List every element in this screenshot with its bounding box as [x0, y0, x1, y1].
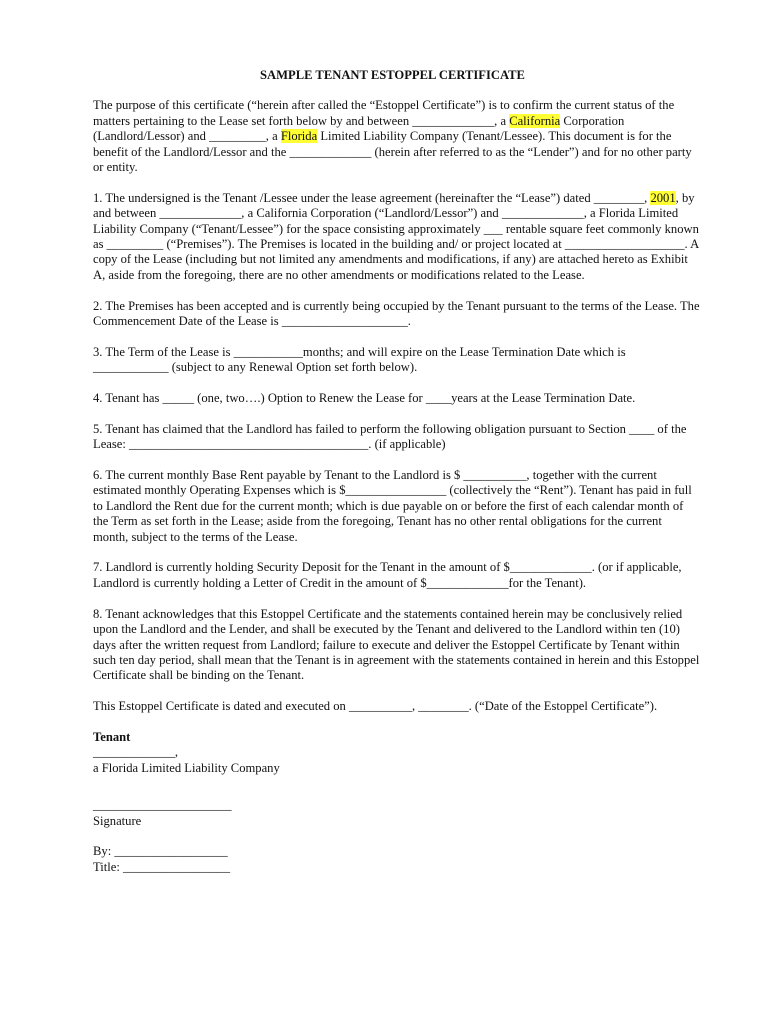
paragraph-3: 3. The Term of the Lease is ___________months; and will expire on the Lease Termination Date which is ____________ (subject to any Renewal Option set forth below).	[93, 344, 626, 375]
highlight-california: California	[509, 113, 561, 128]
paragraph-1-text-b: , by and between _____________, a California Corporation (“Landlord/Lessor”) and _____________, a Florida Limited Liability Company (“Tenant/Lessee”) for the space consisting approximately ___ rentable square feet commonly known as _________ (“Premises”). The Premises is located in the building and/ or project located at ___________________. A copy of the Lease (including but not limited any amendments and modifications, if any) are attached hereto as Exhibit A, aside from the foregoing, there are no other amendments or modifications related to the Lease.	[93, 190, 699, 282]
paragraph-6: 6. The current monthly Base Rent payable by Tenant to the Landlord is $ __________, together with the current estimated monthly Operating Expenses which is $________________ (collectively the “Rent”). Tenant has paid in full to Landlord the Rent due for the current month; which is due payable on or before the first of each calendar month of the Term as set forth in the Lease; aside from the foregoing, Tenant has no other rental obligations for the current month, subject to the terms of the Lease.	[93, 468, 692, 544]
by-line: By: __________________	[93, 844, 228, 859]
title-line: Title: _________________	[93, 859, 231, 874]
paragraph-5: 5. Tenant has claimed that the Landlord has failed to perform the following obligation pursuant to Section ____ of the Lease: ______________________________________. (if applicable)	[93, 421, 687, 452]
highlight-2001: 2001	[650, 190, 676, 205]
paragraph-7: 7. Landlord is currently holding Security Deposit for the Tenant in the amount of $_____________. (or if applicable, Landlord is currently holding a Letter of Credit in the amount of $_____________for the Tenant).	[93, 560, 682, 590]
dated-paragraph: This Estoppel Certificate is dated and executed on __________, ________. (“Date of the Estoppel Certificate”).	[93, 699, 658, 714]
tenant-company: a Florida Limited Liability Company	[93, 760, 280, 775]
paragraph-4: 4. Tenant has _____ (one, two….) Option to Renew the Lease for ____years at the Lease Termination Date.	[93, 391, 636, 406]
highlight-florida: Florida	[280, 129, 318, 144]
document-title: SAMPLE TENANT ESTOPPEL CERTIFICATE	[260, 68, 525, 82]
paragraph-1-text-a: 1. The undersigned is the Tenant /Lessee under the lease agreement (hereinafter the “Lease”) dated ________,	[93, 190, 651, 205]
intro-paragraph	[93, 98, 700, 175]
signature-label: Signature	[93, 813, 142, 828]
intro-text-a: The purpose of this certificate (“herein after called the “Estoppel Certificate”) is to confirm the current status of the matters pertaining to the Lease set forth below by and between _____________, a	[93, 98, 675, 128]
paragraph-8: 8. Tenant acknowledges that this Estoppel Certificate and the statements contained herein may be conclusively relied upon the Landlord and the Lender, and shall be executed by the Tenant and delivered to the Landlord within ten (10) days after the written request from Landlord; failure to execute and deliver the Estoppel Certificate by Tenant within such ten day period, shall mean that the Tenant is in agreement with the statements contained in herein and this Estoppel Certificate shall be binding on the Tenant.	[93, 606, 700, 683]
tenant-name-line: _____________,	[93, 745, 179, 760]
signature-line: ______________________	[93, 798, 232, 813]
signature-block	[93, 730, 700, 875]
tenant-heading: Tenant	[93, 729, 131, 744]
paragraph-1	[93, 191, 700, 283]
intro-text-c: Limited Liability Company (Tenant/Lessee). This document is for the benefit of the Landlord/Lessor and the _____________ (herein after referred to as the “Lender”) and for no other party or entity.	[93, 129, 692, 175]
paragraph-2: 2. The Premises has been accepted and is currently being occupied by the Tenant pursuant to the terms of the Lease. The Commencement Date of the Lease is ____________________.	[93, 298, 700, 329]
intro-text-b: Corporation (Landlord/Lessor) and _________, a	[93, 113, 625, 144]
